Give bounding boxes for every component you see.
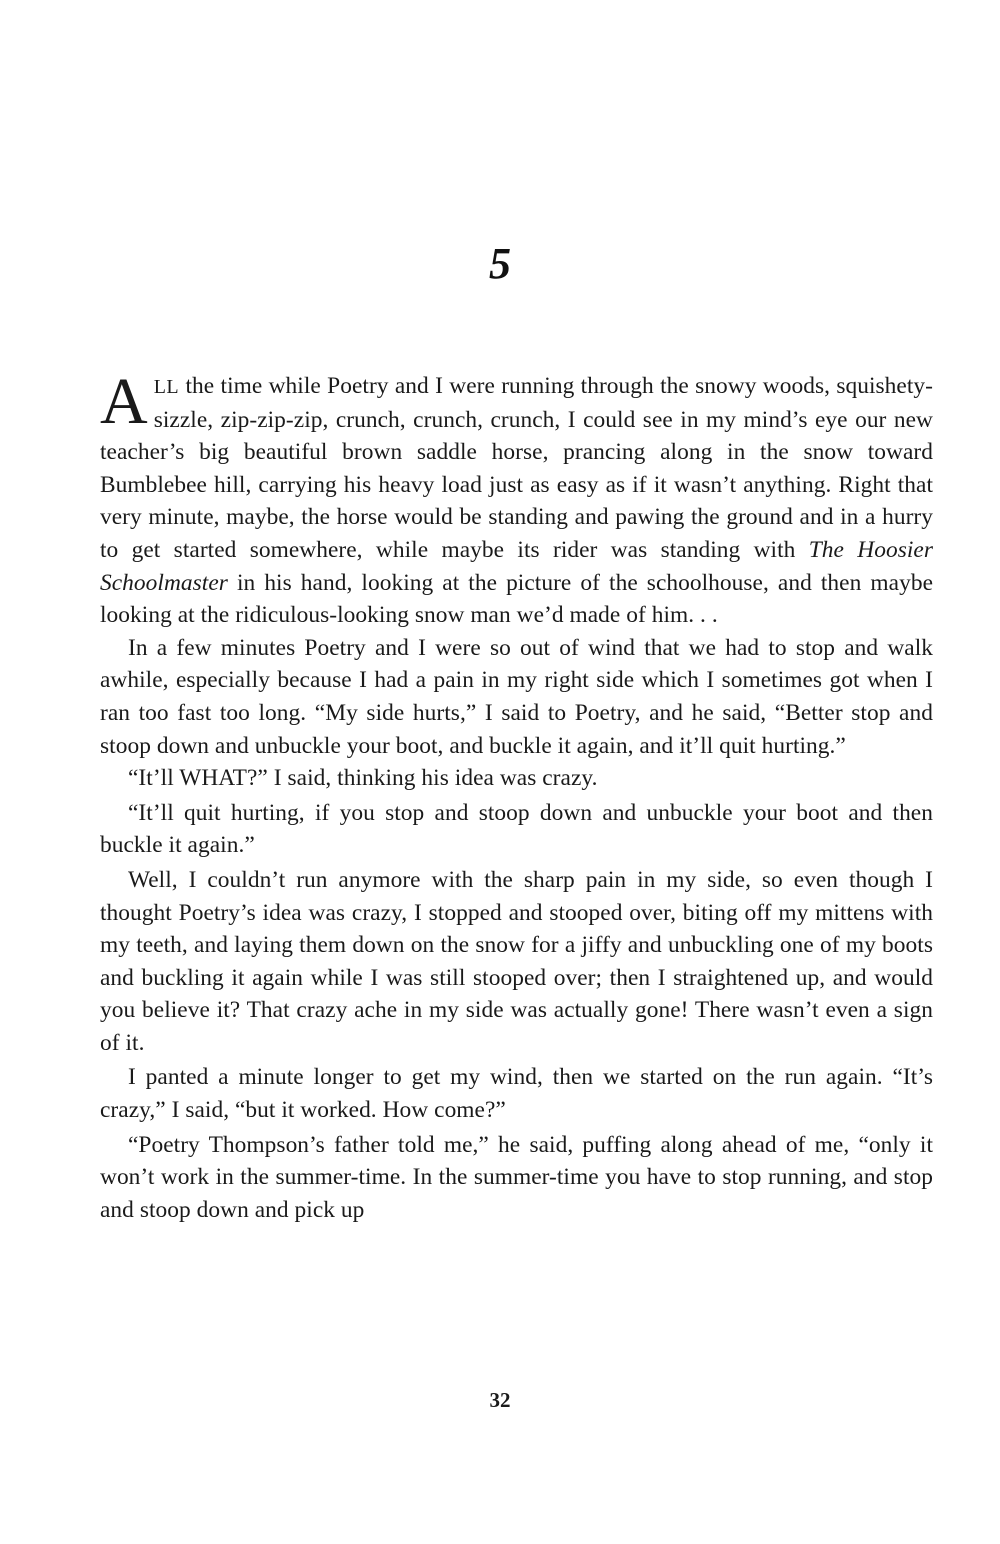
opening-text-continued: in his hand, looking at the picture of the schoolhouse, and then maybe looking at the ridiculous-looking snow man we’d made of him. . . (100, 569, 933, 629)
paragraph: In a few minutes Poetry and I were so out of wind that we had to stop and walk awhile, especially because I had a pain in my right side which I sometimes got when I ran too fast too long. “My side hurts,” I said to Poetry, and he said, “Better stop and stoop down and unbuckle your boot, and buckle it again, and it’ll quit hurting.” (100, 634, 933, 759)
book-title: The Hoosier Schoolmaster (100, 536, 933, 596)
chapter-number: 5 (489, 239, 511, 288)
drop-cap: A (100, 365, 148, 438)
paragraph: “It’ll WHAT?” I said, thinking his idea was crazy. (128, 765, 598, 792)
page-number: 32 (489, 1388, 511, 1412)
paragraph-opening (100, 365, 933, 632)
paragraph: “It’ll quit hurting, if you stop and stoop down and unbuckle your boot and then buckle it again.” (100, 799, 933, 859)
chapter-body (100, 365, 933, 1226)
opening-small-caps: LL (153, 376, 180, 398)
paragraph: Well, I couldn’t run anymore with the sharp pain in my side, so even though I thought Poetry’s idea was crazy, I stopped and stooped over, biting off my mittens with my teeth, and laying them down on the snow for a jiffy and unbuckling one of my boots and buckling it again while I was still stooped over; then I straightened up, and would you believe it? That crazy ache in my side was actually gone! There wasn’t even a sign of it. (100, 866, 933, 1056)
opening-text: the time while Poetry and I were running through the snowy woods, squishety-sizzle, zip-zip-zip, crunch, crunch, crunch, I could see in my mind’s eye our new teacher’s big beautiful brown saddle horse, prancing along in the snow toward Bumblebee hill, carrying his heavy load just as easy as if it wasn’t anything. Right that very minute, maybe, the horse would be standing and pawing the ground and in a hurry to get started somewhere, while maybe its rider was standing with (100, 373, 933, 563)
paragraph: I panted a minute longer to get my wind, then we started on the run again. “It’s crazy,” I said, “but it worked. How come?” (100, 1064, 933, 1124)
paragraph: “Poetry Thompson’s father told me,” he said, puffing along ahead of me, “only it won’t work in the summer-time. In the summer-time you have to stop running, and stop and stoop down and pick up (100, 1131, 933, 1223)
